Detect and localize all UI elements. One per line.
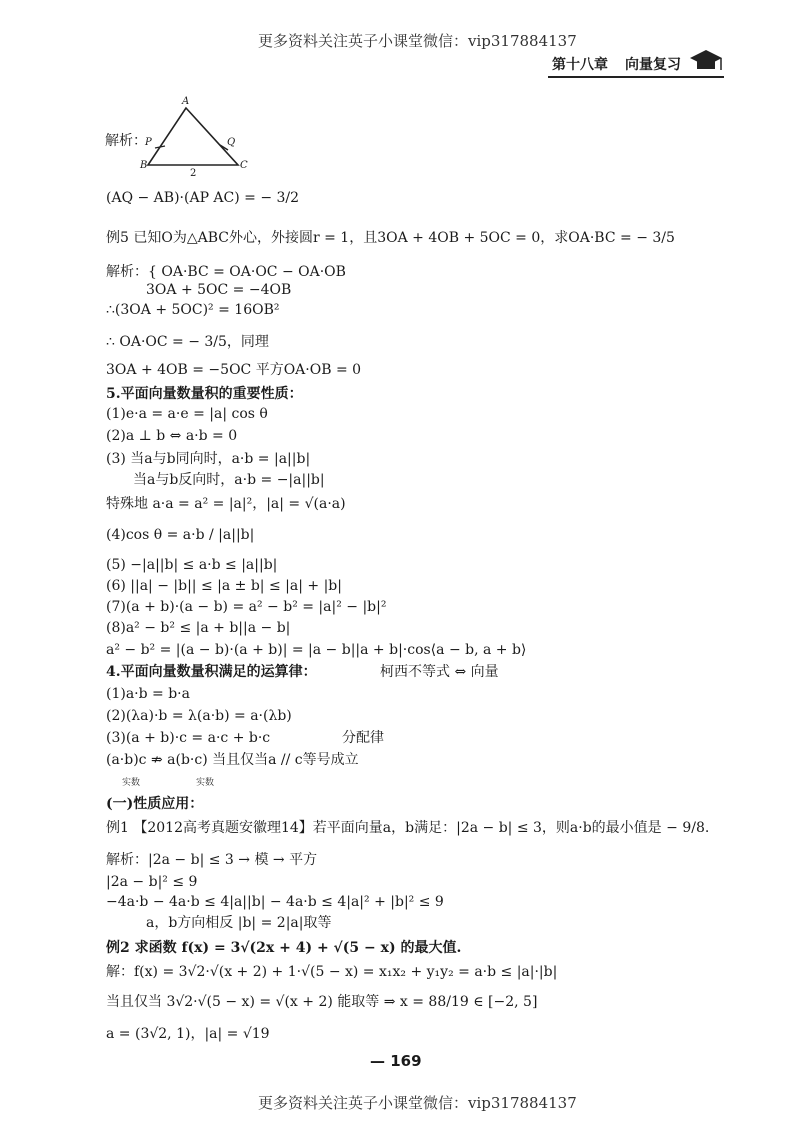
line-20-note: 柯西不等式 ⇔ 向量: [380, 664, 499, 680]
line-33: 当且仅当 3√2·√(5 − x) = √(x + 2) 能取等 ⇒ x = 88/19 ∈ [−2, 5]: [106, 994, 538, 1010]
line-24: (a·b)c ⇏ a(b·c) 当且仅当a // c等号成立: [106, 752, 359, 768]
line-13: 特殊地 a·a = a² = |a|²，|a| = √(a·a): [106, 496, 346, 512]
point-q-label: Q: [227, 137, 236, 148]
watermark-top: 更多资料关注英子小课堂微信：vip317884137: [258, 32, 577, 50]
line-07: 3OA + 4OB = −5OC 平方OA·OB = 0: [106, 362, 362, 378]
vertex-c-label: C: [240, 160, 248, 171]
line-15: (5) −|a||b| ≤ a·b ≤ |a||b|: [106, 557, 278, 573]
line-34: a = (3√2, 1)，|a| = √19: [106, 1026, 270, 1042]
line-10: (2)a ⊥ b ⇔ a·b = 0: [106, 428, 238, 444]
line-28: |2a − b|² ≤ 9: [106, 874, 198, 890]
line-22: (2)(λa)·b = λ(a·b) = a·(λb): [106, 708, 292, 724]
line-23: (3)(a + b)·c = a·c + b·c: [106, 730, 271, 746]
line-11: (3) 当a与b同向时，a·b = |a||b|: [106, 451, 311, 467]
line-04: 3OA + 5OC = −4OB: [146, 282, 292, 298]
header-title: 向量复习: [625, 57, 681, 73]
line-06: ∴ OA·OC = − 3/5，同理: [106, 334, 269, 350]
line-29: −4a·b − 4a·b ≤ 4|a||b| − 4a·b ≤ 4|a|² + |b|² ≤ 9: [106, 894, 444, 910]
line-26: 例1 【2012高考真题安徽理14】若平面向量a，b满足：|2a − b| ≤ 3，则a·b的最小值是 − 9/8.: [106, 820, 710, 836]
chapter-label: 第十八章: [552, 57, 608, 73]
line-01: (AQ − AB)·(AP AC) = − 3/2: [106, 190, 300, 206]
line-24-annot-a: 实数: [122, 778, 141, 788]
line-12: 当a与b反向时，a·b = −|a||b|: [133, 472, 325, 488]
page-number: — 169: [370, 1052, 422, 1070]
line-25: (一)性质应用：: [106, 796, 204, 812]
line-20: 4.平面向量数量积满足的运算律：: [106, 664, 317, 680]
line-03: 解析：{ OA·BC = OA·OC − OA·OB: [106, 264, 346, 280]
line-32: 解：f(x) = 3√2·√(x + 2) + 1·√(5 − x) = x₁x₂ + y₁y₂ = a·b ≤ |a|·|b|: [106, 964, 558, 980]
graduation-cap-icon: [688, 46, 724, 74]
line-30: a，b方向相反 |b| = 2|a|取等: [146, 915, 332, 931]
line-08: 5.平面向量数量积的重要性质：: [106, 386, 303, 402]
line-17: (7)(a + b)·(a − b) = a² − b² = |a|² − |b|²: [106, 599, 387, 615]
header-rule: [548, 76, 724, 78]
line-05: ∴(3OA + 5OC)² = 16OB²: [106, 302, 280, 318]
line-19: a² − b² = |(a − b)·(a + b)| = |a − b||a + b|·cos⟨a − b, a + b⟩: [106, 642, 527, 658]
watermark-bottom: 更多资料关注英子小课堂微信：vip317884137: [258, 1094, 577, 1112]
line-09: (1)e·a = a·e = |a| cos θ: [106, 406, 268, 422]
line-21: (1)a·b = b·a: [106, 686, 190, 702]
line-14: (4)cos θ = a·b / |a||b|: [106, 527, 255, 543]
line-23-note: 分配律: [342, 730, 384, 746]
line-16: (6) ||a| − |b|| ≤ |a ± b| ≤ |a| + |b|: [106, 578, 342, 594]
triangle-caption: 解析：: [105, 133, 147, 149]
line-27: 解析：|2a − b| ≤ 3 → 模 → 平方: [106, 852, 318, 868]
line-31: 例2 求函数 f(x) = 3√(2x + 4) + √(5 − x) 的最大值.: [106, 940, 462, 956]
vertex-a-label: A: [182, 96, 190, 107]
vertex-b-label: B: [140, 160, 148, 171]
point-p-label: P: [145, 137, 152, 148]
line-24-annot-b: 实数: [196, 778, 215, 788]
side-length-label: 2: [190, 168, 197, 179]
line-02: 例5 已知O为△ABC外心，外接圆r = 1，且3OA + 4OB + 5OC = 0，求OA·BC = − 3/5: [106, 230, 675, 246]
line-18: (8)a² − b² ≤ |a + b||a − b|: [106, 620, 291, 636]
